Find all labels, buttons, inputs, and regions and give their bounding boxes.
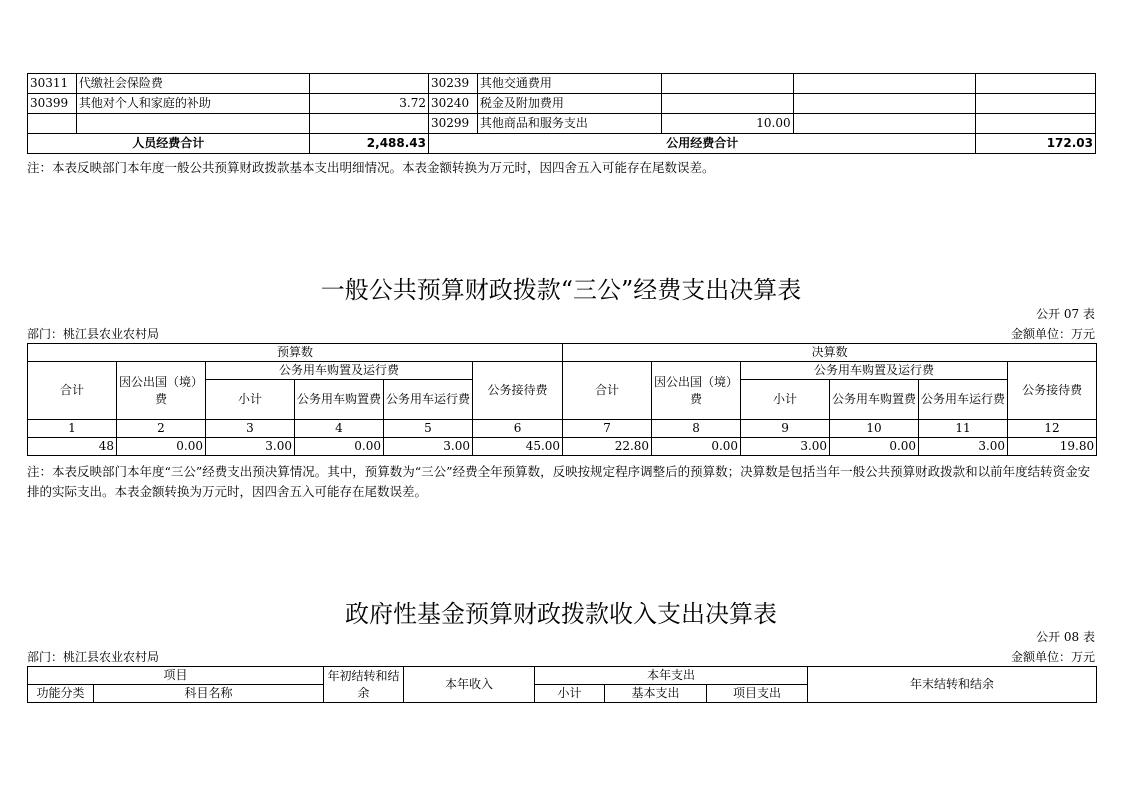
- cell-empty: [976, 114, 1096, 134]
- cell-value: [661, 74, 793, 94]
- value-cell: 0.00: [117, 438, 206, 456]
- cell-code: 30299: [429, 114, 478, 134]
- value-cell: 0.00: [295, 438, 384, 456]
- table-row: [28, 114, 1096, 134]
- col-number: 12: [1008, 420, 1097, 438]
- col-func: 功能分类: [28, 685, 94, 703]
- header-row: [28, 344, 1097, 362]
- three-expenses-table: [27, 343, 1097, 456]
- col-vehicle: 公务用车购置及运行费: [206, 362, 473, 380]
- column-number-row: [28, 420, 1097, 438]
- col-operation: 公务用车运行费: [919, 380, 1008, 420]
- col-number: 8: [652, 420, 741, 438]
- header-row: [28, 667, 1097, 685]
- col-number: 1: [28, 420, 117, 438]
- col-purchase: 公务用车购置费: [295, 380, 384, 420]
- col-reception: 公务接待费: [473, 362, 563, 420]
- cell-empty: [976, 94, 1096, 114]
- cell-name: 代缴社会保险费: [76, 74, 309, 94]
- cell-name: [76, 114, 309, 134]
- value-cell: 0.00: [652, 438, 741, 456]
- value-cell: 48: [28, 438, 117, 456]
- col-vehicle: 公务用车购置及运行费: [741, 362, 1008, 380]
- unit-label: 金额单位：万元: [1010, 650, 1095, 664]
- budget-header: 预算数: [28, 344, 563, 362]
- col-basic: 基本支出: [605, 685, 707, 703]
- col-expense: 本年支出: [535, 667, 808, 685]
- col-closing: 年末结转和结余: [808, 667, 1097, 703]
- col-opening: 年初结转和结余: [324, 667, 404, 703]
- final-header: 决算数: [563, 344, 1097, 362]
- cell-name: 其他商品和服务支出: [477, 114, 661, 134]
- col-number: 4: [295, 420, 384, 438]
- cell-value: [661, 94, 793, 114]
- form-code: 公开 07 表: [1036, 307, 1095, 321]
- cell-code: [28, 114, 77, 134]
- value-cell: 22.80: [563, 438, 652, 456]
- table-row: [28, 94, 1096, 114]
- col-number: 3: [206, 420, 295, 438]
- col-total: 合计: [563, 362, 652, 420]
- col-subject: 科目名称: [94, 685, 324, 703]
- value-cell: 19.80: [1008, 438, 1097, 456]
- cell-value: [309, 74, 428, 94]
- col-item: 项目: [28, 667, 324, 685]
- value-cell: 0.00: [830, 438, 919, 456]
- col-operation: 公务用车运行费: [384, 380, 473, 420]
- table-row: [28, 438, 1097, 456]
- personnel-total-value: 2,488.43: [309, 134, 428, 154]
- col-number: 6: [473, 420, 563, 438]
- cell-value: 10.00: [661, 114, 793, 134]
- col-number: 11: [919, 420, 1008, 438]
- total-row: [28, 134, 1096, 154]
- public-total-label: 公用经费合计: [429, 134, 976, 154]
- table2-note: 注：本表反映部门本年度“三公”经费支出预决算情况。其中，预算数为“三公”经费全年预算数，反映按规定程序调整后的预算数；决算数是包括当年一般公共预算财政拨款和以前年度结转资金安排的实际支出。本表金额转换为万元时，因四舍五入可能存在尾数误差。: [27, 464, 1091, 499]
- value-cell: 3.00: [741, 438, 830, 456]
- basic-expense-detail-table: [27, 73, 1096, 154]
- value-cell: 3.00: [384, 438, 473, 456]
- personnel-total-label: 人员经费合计: [28, 134, 310, 154]
- page-title-government-fund: 政府性基金预算财政拨款收入支出决算表: [345, 600, 777, 628]
- table-row: [28, 74, 1096, 94]
- col-number: 10: [830, 420, 919, 438]
- government-fund-table: [27, 666, 1097, 703]
- cell-code: 30239: [429, 74, 478, 94]
- col-number: 5: [384, 420, 473, 438]
- cell-name: 税金及附加费用: [477, 94, 661, 114]
- cell-code: 30399: [28, 94, 77, 114]
- col-project: 项目支出: [707, 685, 808, 703]
- unit-label: 金额单位：万元: [1010, 327, 1095, 341]
- header-row: [28, 362, 1097, 380]
- department-label: 部门：桃江县农业农村局: [27, 327, 160, 341]
- col-number: 2: [117, 420, 206, 438]
- col-number: 7: [563, 420, 652, 438]
- value-cell: 3.00: [919, 438, 1008, 456]
- cell-name: 其他交通费用: [477, 74, 661, 94]
- form-code: 公开 08 表: [1036, 630, 1095, 644]
- cell-empty: [793, 94, 976, 114]
- col-subtotal: 小计: [741, 380, 830, 420]
- col-abroad: 因公出国（境）费: [117, 362, 206, 420]
- cell-code: 30311: [28, 74, 77, 94]
- cell-value: [309, 114, 428, 134]
- table1-note: 注：本表反映部门本年度一般公共预算财政拨款基本支出明细情况。本表金额转换为万元时，因四舍五入可能存在尾数误差。: [27, 160, 715, 175]
- col-number: 9: [741, 420, 830, 438]
- cell-empty: [976, 74, 1096, 94]
- col-abroad: 因公出国（境）费: [652, 362, 741, 420]
- cell-value: 3.72: [309, 94, 428, 114]
- department-label: 部门：桃江县农业农村局: [27, 650, 160, 664]
- cell-empty: [793, 114, 976, 134]
- col-purchase: 公务用车购置费: [830, 380, 919, 420]
- page-title-three-expenses: 一般公共预算财政拨款“三公”经费支出决算表: [320, 276, 802, 304]
- cell-name: 其他对个人和家庭的补助: [76, 94, 309, 114]
- col-subtotal: 小计: [206, 380, 295, 420]
- col-subtotal: 小计: [535, 685, 605, 703]
- col-reception: 公务接待费: [1008, 362, 1097, 420]
- value-cell: 45.00: [473, 438, 563, 456]
- value-cell: 3.00: [206, 438, 295, 456]
- cell-code: 30240: [429, 94, 478, 114]
- col-income: 本年收入: [404, 667, 535, 703]
- cell-empty: [793, 74, 976, 94]
- col-total: 合计: [28, 362, 117, 420]
- public-total-value: 172.03: [976, 134, 1096, 154]
